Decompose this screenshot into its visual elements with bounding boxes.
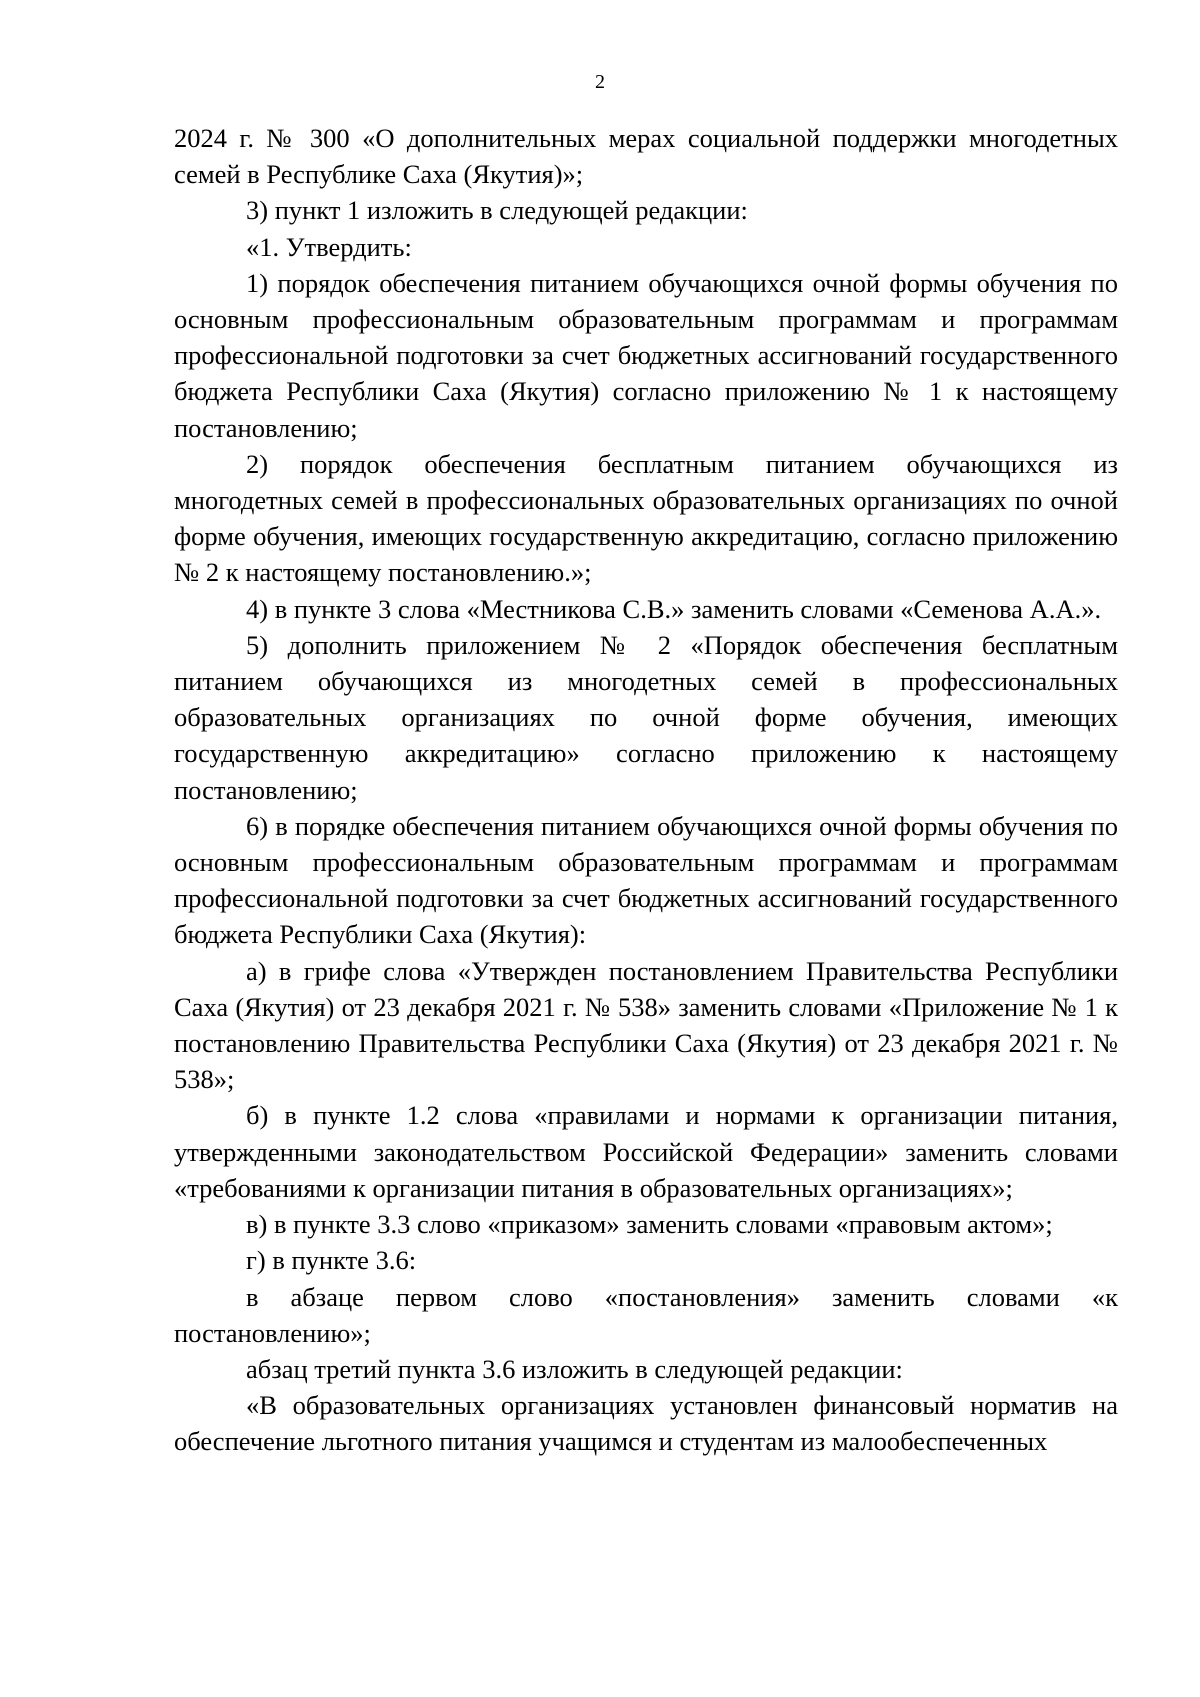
paragraph-abzac-first: в абзаце первом слово «постановления» заменить словами «к постановлению»;: [174, 1281, 1118, 1348]
paragraph-item-4: 4) в пункте 3 слова «Местникова С.В.» заменить словами «Семенова А.А.».: [246, 593, 1102, 624]
paragraph-item-3: 3) пункт 1 изложить в следующей редакции:: [246, 195, 748, 226]
paragraph-subitem-g: г) в пункте 3.6:: [246, 1245, 417, 1276]
document-body: [174, 120, 1118, 1460]
paragraph-item-6: 6) в порядке обеспечения питанием обучающихся очной формы обучения по основным профессиональным образовательным программам и программам профессиональной подготовки за счет бюджетных ассигнований государственного бюджета Республики Саха (Якутия):: [174, 810, 1118, 950]
paragraph-continuation: 2024 г. № 300 «О дополнительных мерах социальной поддержки многодетных семей в Республике Саха (Якутия)»;: [174, 123, 1118, 190]
page-number: 2: [595, 71, 605, 93]
paragraph-quoted-text: «В образовательных организациях установлен финансовый норматив на обеспечение льготного питания учащимся и студентам из малообеспеченных: [174, 1390, 1118, 1457]
paragraph-subitem-b: б) в пункте 1.2 слова «правилами и нормами к организации питания, утвержденными законодательством Российской Федерации» заменить словами «требованиями к организации питания в образовательных организациях»;: [174, 1100, 1118, 1203]
paragraph-subitem-2: 2) порядок обеспечения бесплатным питанием обучающихся из многодетных семей в профессиональных образовательных организациях по очной форме обучения, имеющих государственную аккредитацию, согласно приложению № 2 к настоящему постановлению.»;: [174, 448, 1118, 588]
paragraph-abzac-third: абзац третий пункта 3.6 изложить в следующей редакции:: [246, 1353, 903, 1384]
paragraph-subitem-1: 1) порядок обеспечения питанием обучающихся очной формы обучения по основным профессиональным образовательным программам и программам профессиональной подготовки за счет бюджетных ассигнований государственного бюджета Республики Саха (Якутия) согласно приложению № 1 к настоящему постановлению;: [174, 267, 1118, 443]
paragraph-item-5: 5) дополнить приложением № 2 «Порядок обеспечения бесплатным питанием обучающихся из многодетных семей в профессиональных образовательных организациях по очной форме обучения, имеющих государственную аккредитацию» согласно приложению к настоящему постановлению;: [174, 629, 1118, 805]
paragraph-subitem-v: в) в пункте 3.3 слово «приказом» заменить словами «правовым актом»;: [246, 1209, 1053, 1240]
paragraph-subitem-a: а) в грифе слова «Утвержден постановлением Правительства Республики Саха (Якутия) от 23 декабря 2021 г. № 538» заменить словами «Приложение № 1 к постановлению Правительства Республики Саха (Якутия) от 23 декабря 2021 г. № 538»;: [174, 955, 1118, 1095]
paragraph-approve: «1. Утвердить:: [246, 231, 412, 262]
